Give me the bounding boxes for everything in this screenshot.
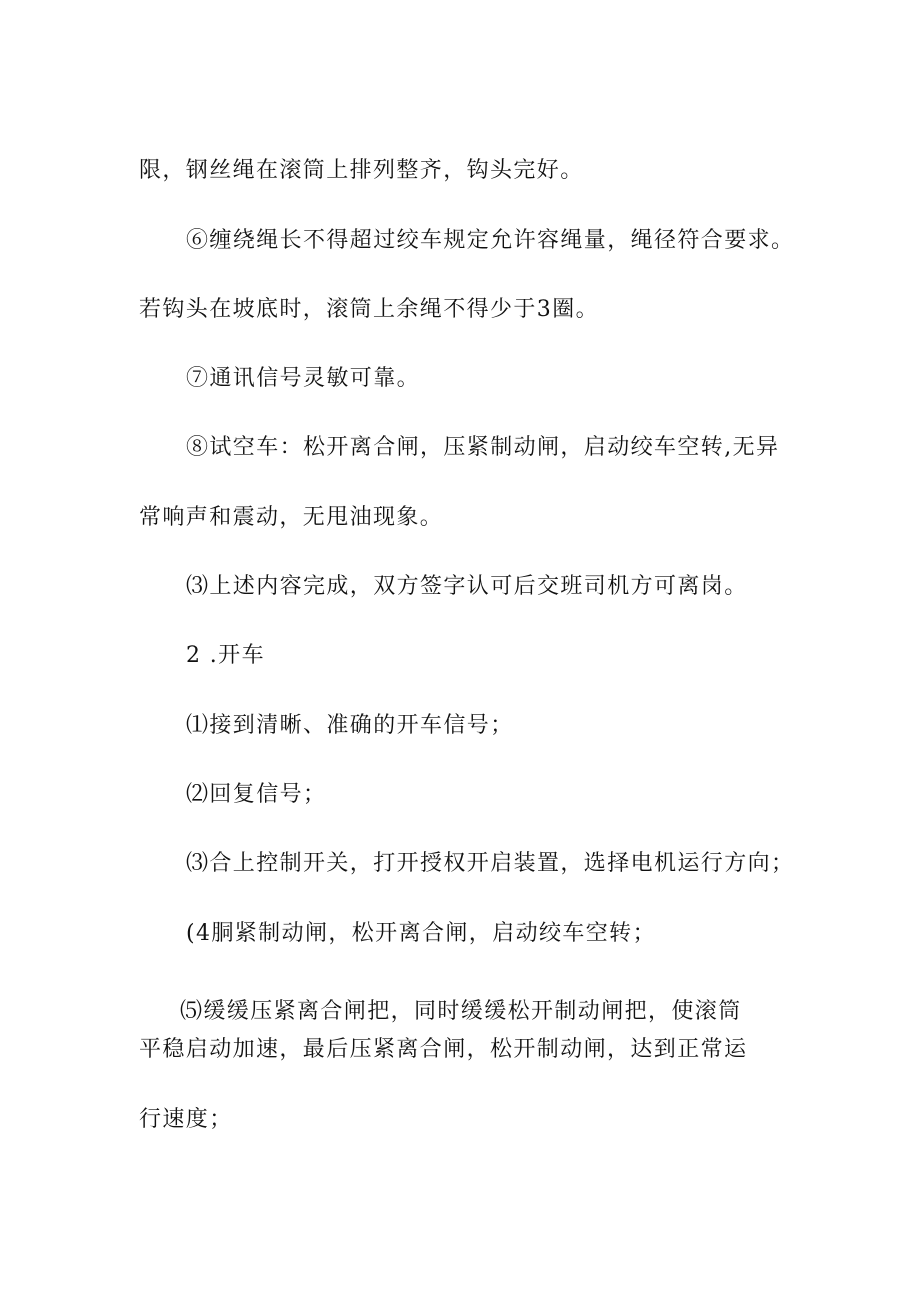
text-line: ⑶合上控制开关，打开授权开启装置，选择电机运行方向；	[186, 851, 795, 876]
text-line: (4胴紧制动闸，松开离合闸，启动绞车空转；	[186, 921, 656, 946]
text-line: ⑦通讯信号灵敏可靠。	[186, 366, 421, 391]
text-line: ⑵回复信号；	[186, 782, 327, 807]
section-heading: 2 .开车	[186, 643, 265, 668]
text-line: ⑧试空车：松开离合闸，压紧制动闸，启动绞车空转,无异	[186, 435, 780, 460]
text-line: 行速度；	[139, 1107, 233, 1132]
text-line: ⑸缓缓压紧离合闸把，同时缓缓松开制动闸把，使滚筒	[180, 999, 742, 1024]
text-line: ⑥缠绕绳长不得超过绞车规定允许容绳量，绳径符合要求。	[186, 228, 795, 253]
text-line: 限，钢丝绳在滚筒上排列整齐，钩头完好。	[139, 158, 584, 183]
text-line: 常响声和震动，无甩油现象。	[139, 505, 444, 530]
text-line: 平稳启动加速，最后压紧离合闸，松开制动闸，达到正常运	[139, 1037, 748, 1062]
text-line: 若钩头在坡底时，滚筒上余绳不得少于3圈。	[139, 297, 599, 322]
text-line: ⑶上述内容完成，双方签字认可后交班司机方可离岗。	[186, 574, 748, 599]
text-line: ⑴接到清晰、准确的开车信号；	[186, 713, 514, 738]
